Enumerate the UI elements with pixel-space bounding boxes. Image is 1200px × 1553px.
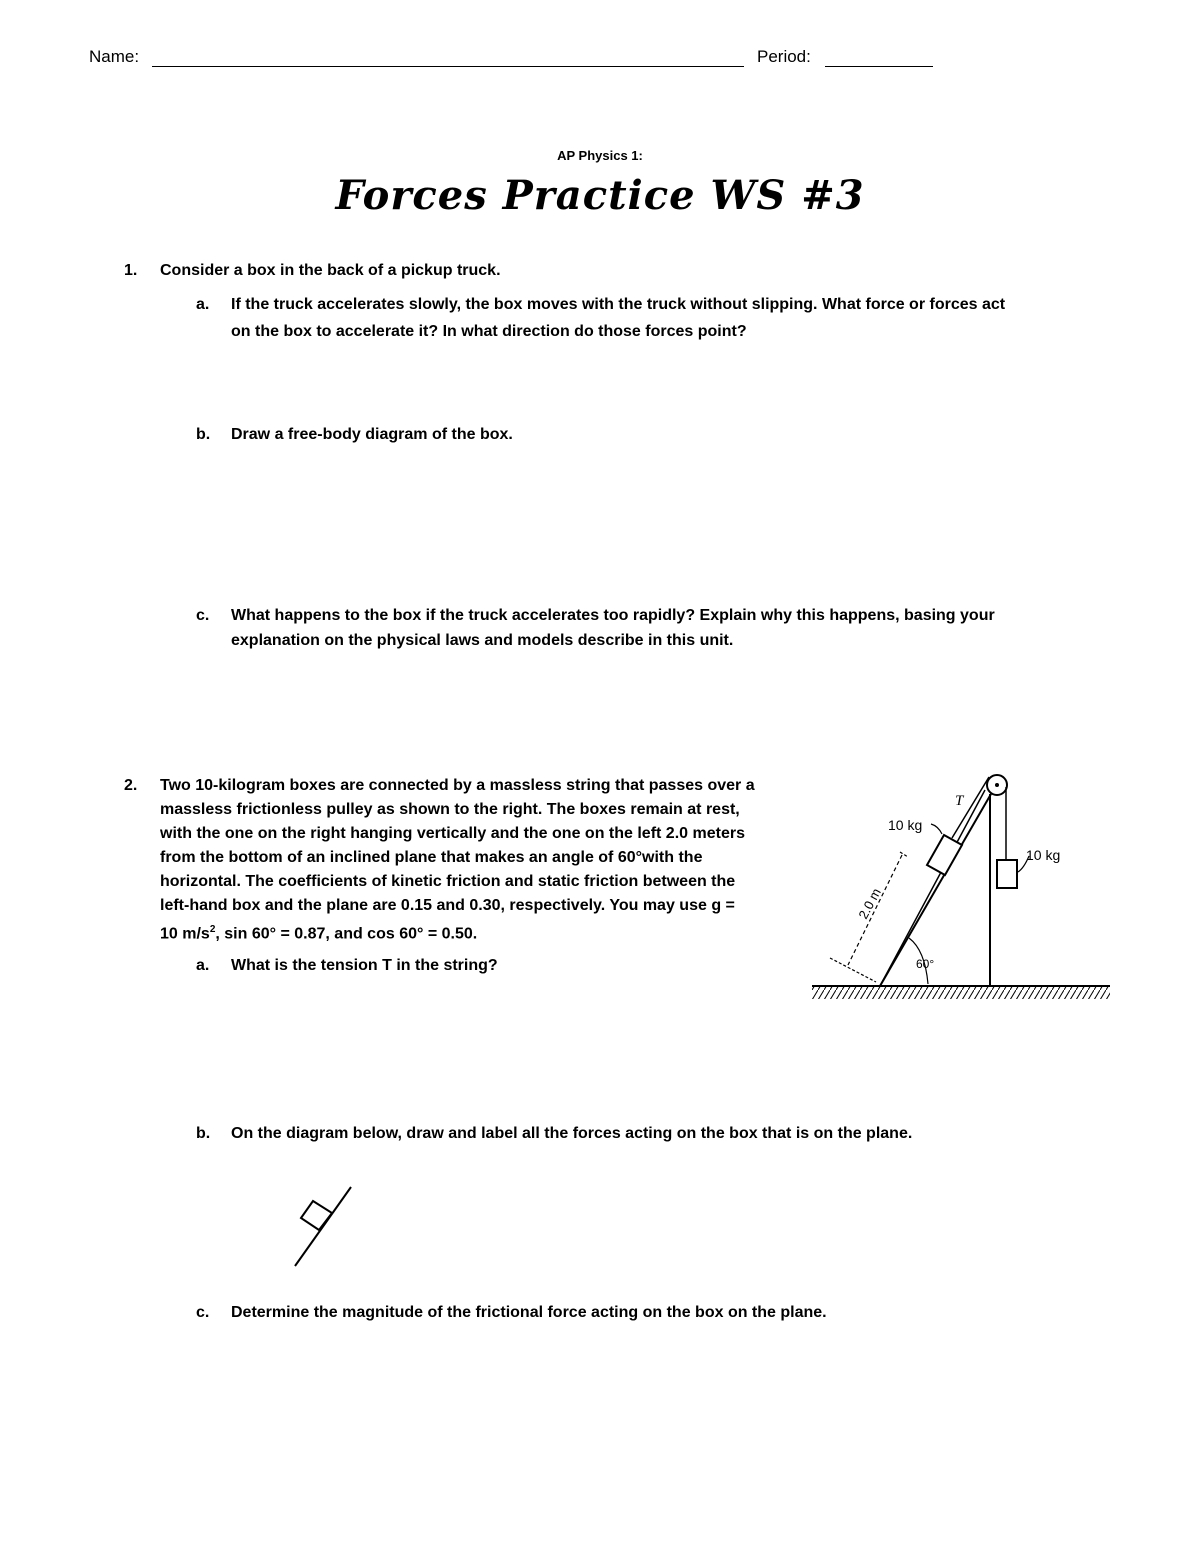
q1b-letter: b. xyxy=(196,426,211,443)
q2-line: left-hand box and the plane are 0.15 and 0.30, respectively. You may use g = xyxy=(160,897,735,914)
q2-line: Two 10-kilogram boxes are connected by a massless string that passes over a xyxy=(160,777,755,794)
small-incline-box xyxy=(301,1201,332,1230)
q2c-letter: c. xyxy=(196,1304,210,1321)
q2-line: with the one on the right hanging vertically and the one on the left 2.0 meters xyxy=(160,825,745,842)
q2-line-last-a: 10 m/s xyxy=(160,925,210,943)
period-field[interactable] xyxy=(825,66,933,67)
q2-line-last-b: , sin 60° = 0.87, and cos 60° = 0.50. xyxy=(215,925,478,943)
name-field[interactable] xyxy=(152,66,744,67)
small-incline-figure xyxy=(285,1180,365,1275)
left-mass-pointer xyxy=(931,824,942,834)
q1c-line1: What happens to the box if the truck accelerates too rapidly? Explain why this happens, basing your xyxy=(231,607,995,624)
q2b-letter: b. xyxy=(196,1125,211,1142)
q2-number: 2. xyxy=(124,777,138,794)
left-mass-label: 10 kg xyxy=(888,817,923,833)
q2-line: horizontal. The coefficients of kinetic friction and static friction between the xyxy=(160,873,736,890)
page-title: Forces Practice WS #3 xyxy=(335,172,865,219)
period-label: Period: xyxy=(757,47,811,66)
dimension-tick-bottom xyxy=(830,958,876,982)
q2a-text: What is the tension T in the string? xyxy=(231,957,498,974)
q2a-letter: a. xyxy=(196,957,210,974)
name-label: Name: xyxy=(89,47,140,66)
q1c-letter: c. xyxy=(196,607,210,624)
q1-text: Consider a box in the back of a pickup truck. xyxy=(160,262,501,279)
hanging-box xyxy=(997,860,1017,888)
q2-line-last xyxy=(160,917,477,946)
angle-label: 60° xyxy=(916,957,935,971)
course-subtitle: AP Physics 1: xyxy=(557,148,643,163)
q1b-text: Draw a free-body diagram of the box. xyxy=(231,426,513,443)
small-incline-plane xyxy=(295,1187,351,1266)
q2-line-last-sup: 2 xyxy=(209,924,216,935)
ground-hatch xyxy=(812,987,1110,999)
q2c-text: Determine the magnitude of the frictional force acting on the box on the plane. xyxy=(231,1304,827,1321)
q2-line: from the bottom of an inclined plane that makes an angle of 60°with the xyxy=(160,849,703,866)
pulley-incline-figure xyxy=(800,760,1120,1010)
q1a-line2: on the box to accelerate it? In what direction do those forces point? xyxy=(231,323,747,340)
q1a-line1: If the truck accelerates slowly, the box moves with the truck without slipping. What force or forces act xyxy=(231,296,1006,313)
distance-label: 2.0 m xyxy=(855,885,884,922)
incline-box xyxy=(927,835,962,875)
q2-line: massless frictionless pulley as shown to the right. The boxes remain at rest, xyxy=(160,801,740,818)
q1a-letter: a. xyxy=(196,296,210,313)
right-mass-label: 10 kg xyxy=(1026,847,1061,863)
q2b-text: On the diagram below, draw and label all the forces acting on the box that is on the plane. xyxy=(231,1125,913,1142)
dimension-line xyxy=(848,855,902,965)
tension-label: T xyxy=(955,793,964,809)
q1-number: 1. xyxy=(124,262,138,279)
right-mass-pointer xyxy=(1018,856,1029,872)
pulley-axle xyxy=(995,783,999,787)
q1c-line2: explanation on the physical laws and models describe in this unit. xyxy=(231,632,734,649)
